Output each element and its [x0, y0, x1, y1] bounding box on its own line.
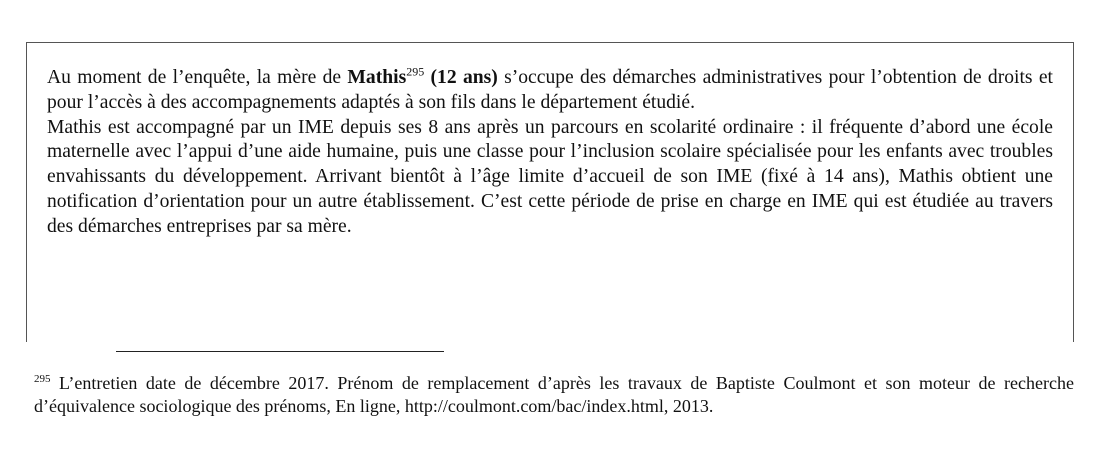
excerpt-paragraph-2: Mathis est accompagné par un IME depuis ses 8 ans après un parcours en scolarité ordinaire : il fréquente d’abord une école maternelle avec l’appui d’une aide humaine, puis une classe pour l’inclusion scolaire spécialisée pour les enfants avec troubles envahissants du développement. Arrivant bientôt à l’âge limite d’accueil de son IME (fixé à 14 ans), Mathis obtient une notification d’orientation pour un autre établissement. C’est cette période de prise en charge en IME qui est étudiée au travers des démarches entreprises par sa mère.: [47, 116, 1053, 237]
paragraph-1-rest: s’occupe des démarches administratives pour l’obtention de droits et pour l’accès à des accompagnements adaptés à son fils dans le département étudié.: [47, 67, 1053, 113]
footnote-text: L’entretien date de décembre 2017. Prénom de remplacement d’après les travaux de Baptiste Coulmont et son moteur de recherche d’équivalence sociologique des prénoms, En ligne, http://coulmont.com/bac/index.html, 2013.: [34, 373, 1074, 416]
pseudonym-name: Mathis: [347, 67, 407, 88]
footnote-separator: [116, 351, 444, 352]
footnote-reference: 295: [406, 64, 425, 79]
excerpt-paragraph-1: [47, 66, 1053, 116]
excerpt-box: [26, 42, 1074, 342]
paragraph-1-intro: Au moment de l’enquête, la mère de: [47, 67, 348, 88]
footnote: [34, 372, 1074, 417]
footnote-number: 295: [34, 373, 51, 385]
child-age: (12 ans): [424, 67, 498, 88]
